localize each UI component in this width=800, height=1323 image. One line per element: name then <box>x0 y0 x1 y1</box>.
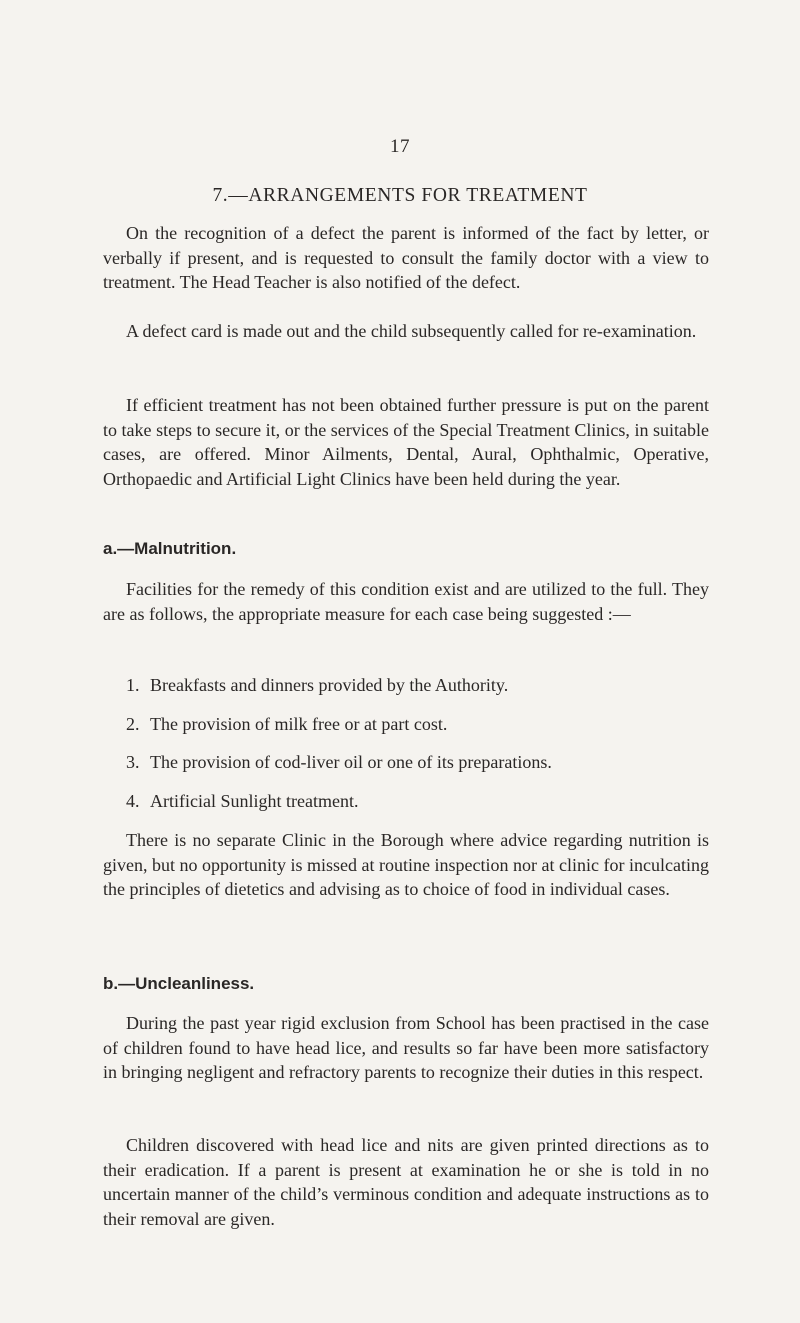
list-item-number: 3. <box>126 752 140 772</box>
uncleanliness-paragraph-2: Children discovered with head lice and nits are given printed directions as to their eradication. If a parent is present at examination he or she is told in no uncertain manner of the child’s verminous condition and adequate instructions as to their removal are given. <box>103 1135 709 1229</box>
list-item <box>126 675 716 696</box>
list-item-text: The provision of milk free or at part cost. <box>150 714 448 734</box>
uncleanliness-paragraph-1: During the past year rigid exclusion from School has been practised in the case of children found to have head lice, and results so far have been more satisfactory in bringing negligent and refractory parents to recognize their duties in this respect. <box>103 1013 709 1083</box>
heading-uncleanliness: b.—Uncleanliness. <box>103 974 255 993</box>
malnutrition-paragraph-1: Facilities for the remedy of this condition exist and are utilized to the full. They are as follows, the appropriate measure for each case being suggested :— <box>103 579 709 624</box>
heading-malnutrition: a.—Malnutrition. <box>103 539 237 558</box>
list-item-text: Breakfasts and dinners provided by the Authority. <box>150 675 509 695</box>
list-item <box>126 791 716 812</box>
malnutrition-paragraph-2: There is no separate Clinic in the Borough where advice regarding nutrition is given, but no opportunity is missed at routine inspection nor at clinic for inculcating the principles of dietetics and advising as to choice of food in individual cases. <box>103 830 709 900</box>
intro-paragraph-2: A defect card is made out and the child subsequently called for re-examination. <box>126 321 697 341</box>
list-item <box>126 752 716 773</box>
list-item <box>126 714 716 735</box>
list-item-number: 4. <box>126 791 140 811</box>
list-item-text: Artificial Sunlight treatment. <box>150 791 359 811</box>
list-item-number: 1. <box>126 675 140 695</box>
section-title: 7.—ARRANGEMENTS FOR TREATMENT <box>212 185 588 206</box>
intro-paragraph-3: If efficient treatment has not been obtained further pressure is put on the parent to take steps to secure it, or the services of the Special Treatment Clinics, in suitable cases, are offered. Minor Ailments, Dental, Aural, Ophthalmic, Operative, Orthopaedic and Artificial Light Clinics have been held during the year. <box>103 395 709 489</box>
intro-paragraph-1: On the recognition of a defect the parent is informed of the fact by letter, or verbally if present, and is requested to consult the family doctor with a view to treatment. The Head Teacher is also notified of the defect. <box>103 223 709 293</box>
page-number: 17 <box>390 136 410 157</box>
list-item-number: 2. <box>126 714 140 734</box>
list-item-text: The provision of cod-liver oil or one of its preparations. <box>150 752 552 772</box>
